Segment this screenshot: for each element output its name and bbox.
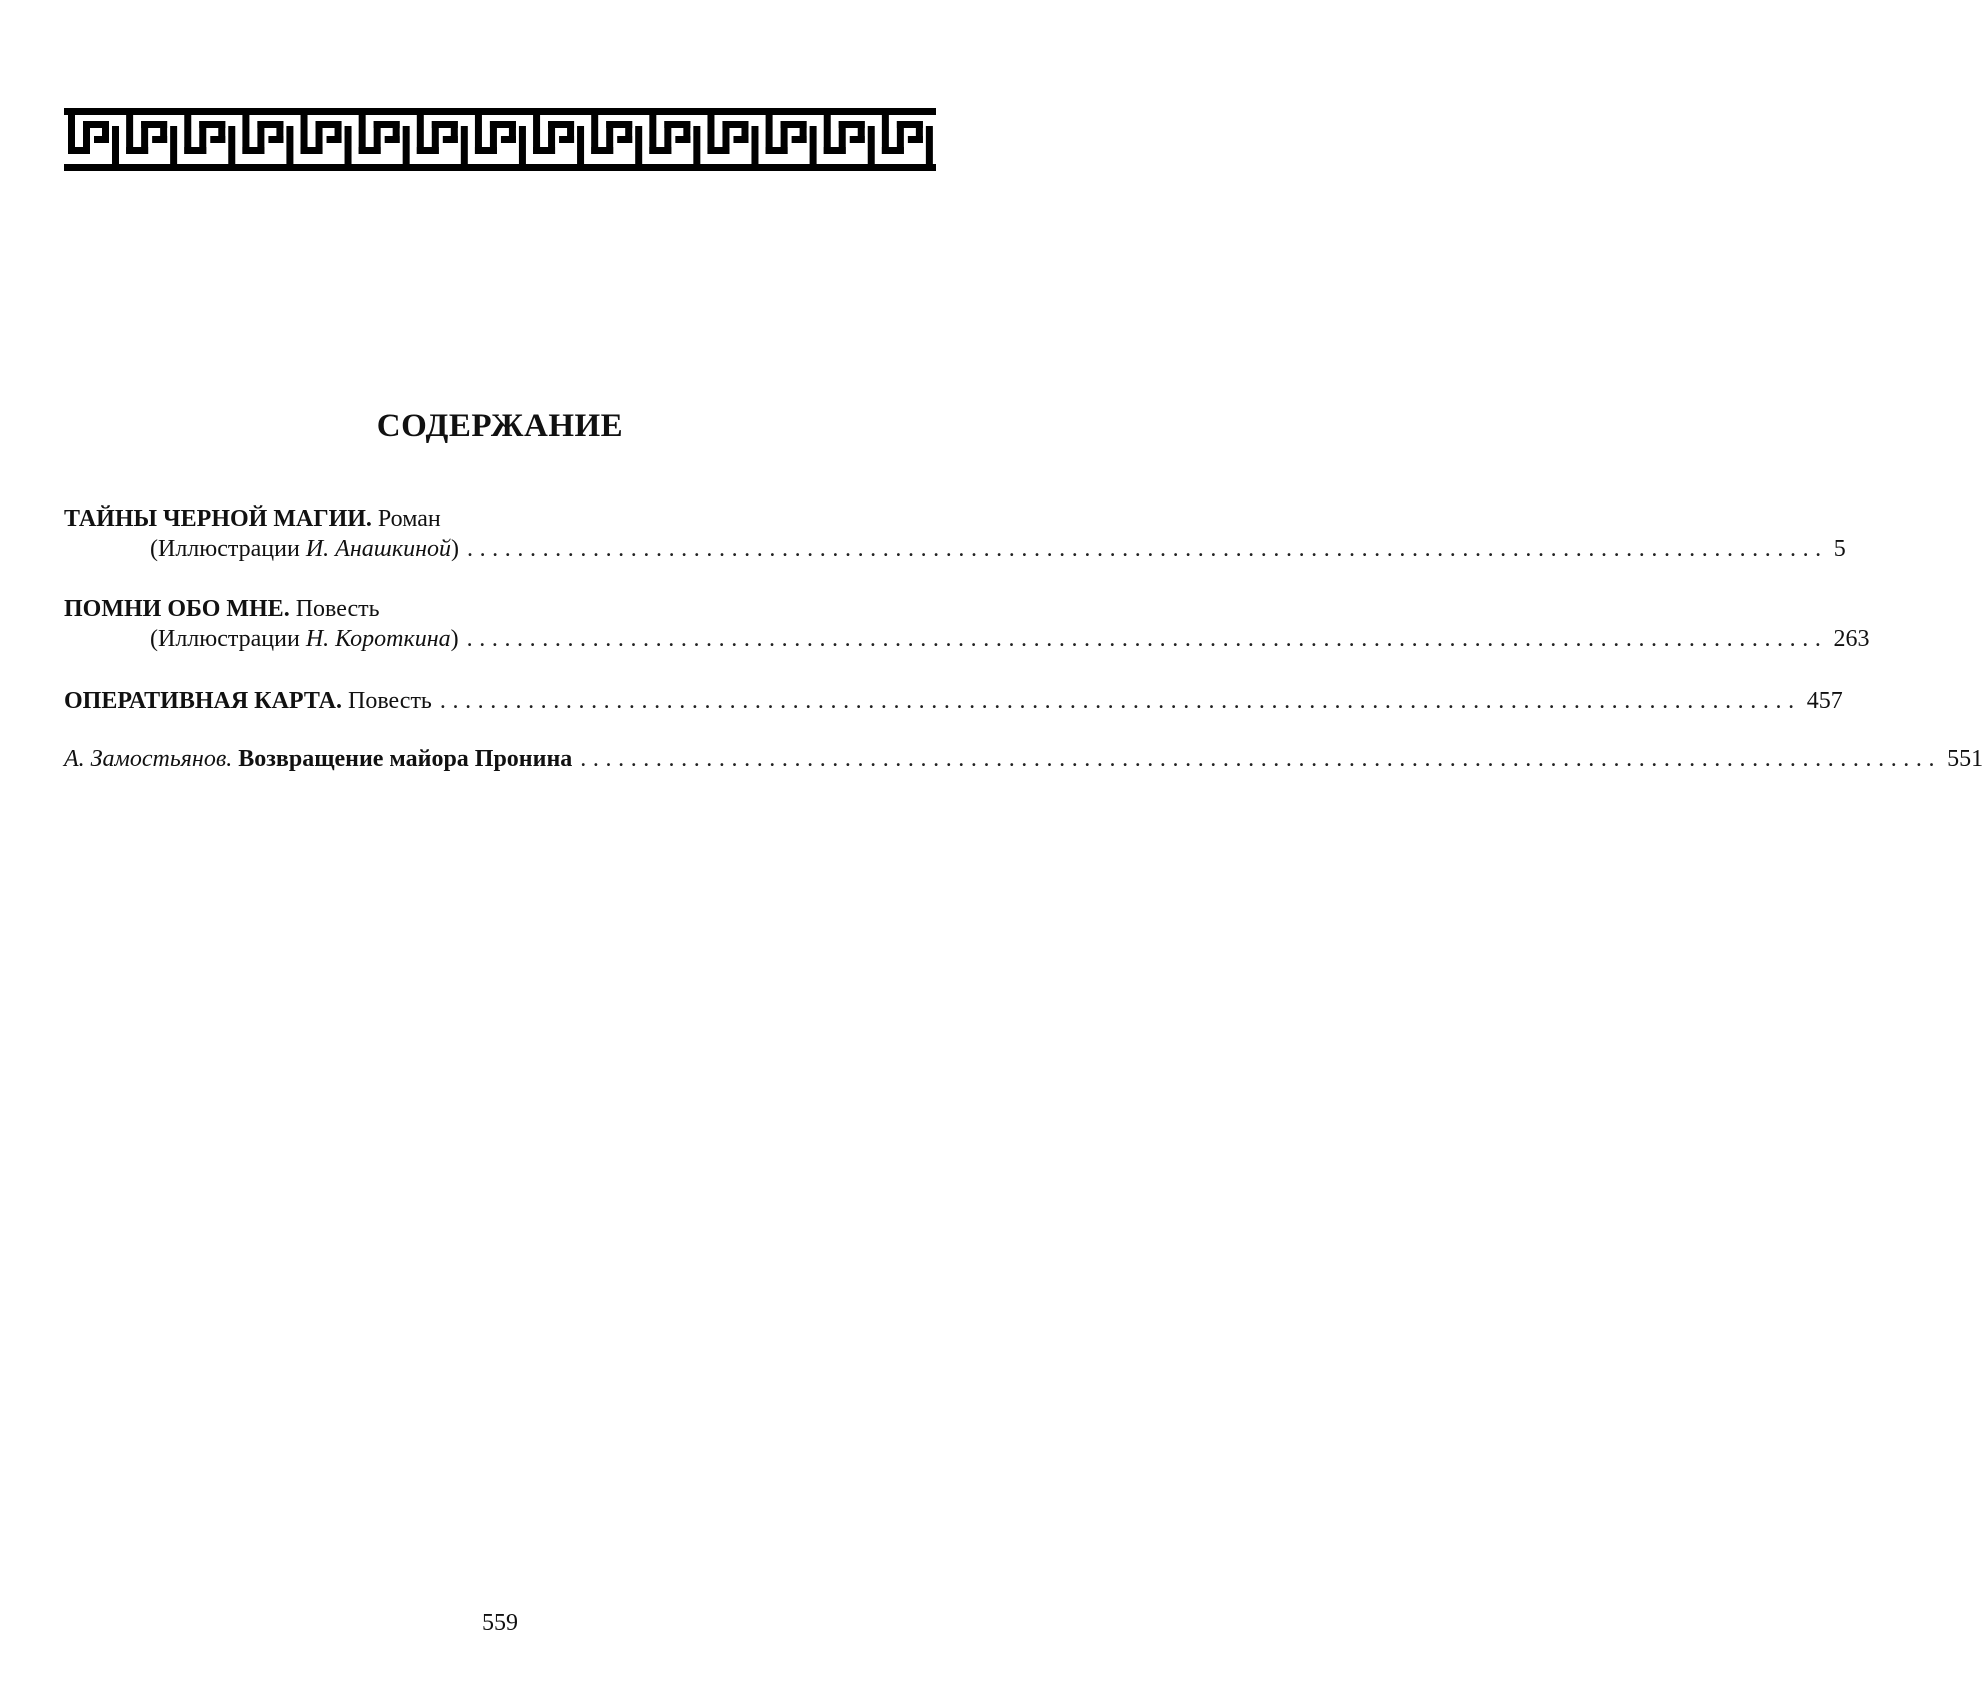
greek-key-stroke	[733, 136, 748, 143]
toc-entry-leader-line	[64, 624, 1870, 654]
greek-key-stroke	[792, 136, 807, 143]
toc-entry	[64, 686, 1843, 716]
work-title: Возвращение майора Пронина	[238, 746, 573, 772]
greek-key-stroke	[170, 126, 177, 171]
greek-key-stroke	[268, 136, 283, 143]
dot-leader: ............................................................................................................	[439, 688, 1801, 714]
greek-key-stroke	[64, 108, 936, 115]
page-number: 551	[1947, 746, 1983, 772]
greek-key-stroke	[286, 126, 293, 171]
toc-entry-heading	[64, 686, 432, 716]
greek-key-stroke	[810, 126, 817, 171]
greek-key-stroke	[94, 136, 109, 143]
contents-heading: СОДЕРЖАНИЕ	[376, 408, 624, 444]
greek-key-stroke	[908, 136, 923, 143]
greek-key-stroke	[850, 136, 865, 143]
greek-key-stroke	[443, 136, 458, 143]
greek-key-stroke	[152, 136, 167, 143]
work-title: ТАЙНЫ ЧЕРНОЙ МАГИИ.	[64, 506, 372, 532]
greek-key-stroke	[577, 126, 584, 171]
page-number: 5	[1833, 536, 1846, 562]
illustrations-prefix: (Иллюстрации	[150, 626, 300, 652]
toc-entry-heading	[64, 594, 936, 624]
dot-leader: ............................................................................................................	[466, 536, 1828, 562]
toc-entry-leader-line	[64, 534, 1846, 564]
folio-page-number: 559	[482, 1610, 518, 1636]
greek-key-stroke	[868, 126, 875, 171]
toc-entry	[64, 594, 1870, 654]
greek-key-stroke	[501, 136, 516, 143]
work-genre: Повесть	[295, 596, 380, 622]
greek-key-stroke	[519, 126, 526, 171]
dot-leader: ............................................................................................................	[466, 626, 1828, 652]
illustrations-credit	[150, 534, 459, 564]
greek-key-stroke	[926, 126, 933, 171]
greek-key-stroke	[64, 164, 936, 171]
illustrator-name: И. Анашкиной	[305, 536, 451, 562]
greek-key-stroke	[635, 126, 642, 171]
greek-key-stroke	[345, 126, 352, 171]
greek-key-stroke	[751, 126, 758, 171]
toc-entry	[64, 744, 1983, 774]
illustrations-suffix: )	[450, 536, 459, 562]
page-number: 263	[1833, 626, 1870, 652]
work-genre: Роман	[377, 506, 441, 532]
illustrations-suffix: )	[450, 626, 459, 652]
work-genre: Повесть	[348, 688, 432, 714]
toc-entry-heading	[64, 504, 936, 534]
illustrations-credit	[150, 624, 459, 654]
author-name: А. Замостьянов.	[64, 746, 233, 772]
greek-key-stroke	[617, 136, 632, 143]
greek-key-stroke	[403, 126, 410, 171]
greek-key-stroke	[385, 136, 400, 143]
greek-key-stroke	[327, 136, 342, 143]
page-number: 457	[1806, 688, 1843, 714]
greek-key-border-svg	[64, 108, 936, 171]
work-title: ПОМНИ ОБО МНЕ.	[64, 596, 290, 622]
toc-entry-leader-line	[64, 686, 1843, 716]
work-title: ОПЕРАТИВНАЯ КАРТА.	[64, 688, 343, 714]
illustrator-name: Н. Короткина	[305, 626, 451, 652]
greek-key-stroke	[461, 126, 468, 171]
greek-key-stroke	[693, 126, 700, 171]
greek-key-stroke	[559, 136, 574, 143]
greek-key-ornament	[64, 108, 936, 171]
illustrations-prefix: (Иллюстрации	[150, 536, 300, 562]
dot-leader: ............................................................................................................	[580, 746, 1942, 772]
toc-entry	[64, 504, 1846, 564]
greek-key-stroke	[112, 126, 119, 171]
toc-entry-leader-line	[64, 744, 1983, 774]
toc-entry-heading	[64, 744, 572, 774]
greek-key-stroke	[675, 136, 690, 143]
greek-key-stroke	[228, 126, 235, 171]
greek-key-stroke	[210, 136, 225, 143]
